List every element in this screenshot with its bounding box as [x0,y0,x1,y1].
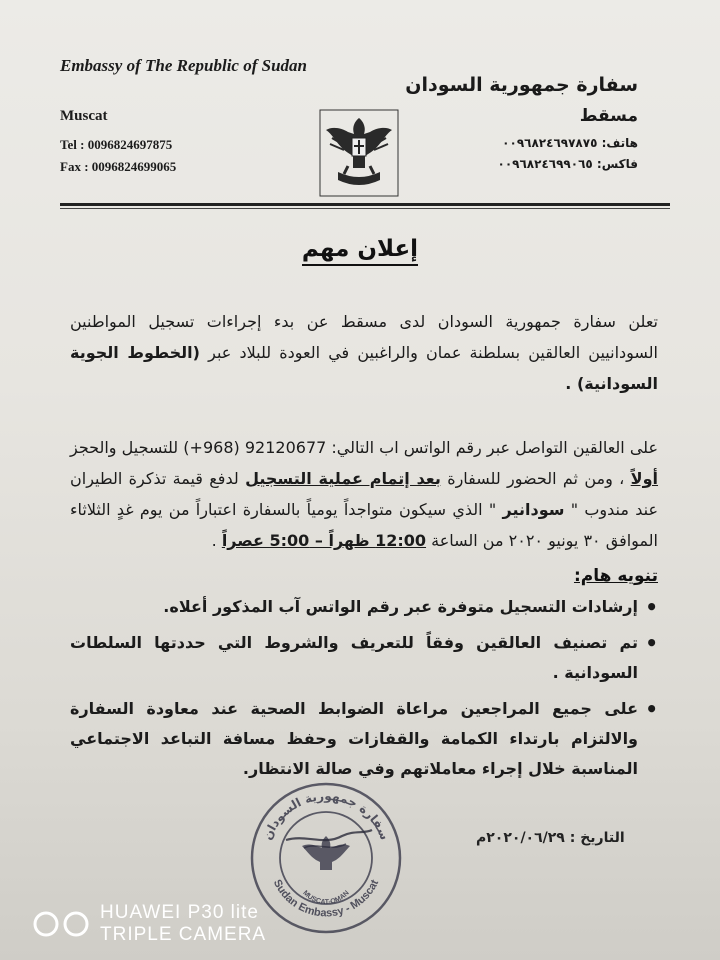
announcement-heading-text: إعلان مهم [302,236,418,266]
fax-ar: فاكس: ٠٠٩٦٨٢٤٦٩٩٠٦٥ [497,157,638,171]
paragraph-whatsapp-instructions [70,432,658,556]
seal-inner-text: MUSCAT-OMAN [301,889,351,907]
seal-arabic-text: سفارة جمهورية السودان [260,788,392,842]
important-note-title [574,566,658,586]
city-en: Muscat [60,108,108,124]
embassy-seal-stamp [246,778,406,938]
list-item: • على جميع المراجعين مراعاة الضوابط الصحية عند معاودة السفارة والالتزام بارتداء الكمامة والقفازات وحفظ مسافة التباعد الاجتماعي المناسبة خلال إجراء معاملاتهم وفي صالة الانتظار. [70,694,638,784]
list-item: • تم تصنيف العالقين وفقاً للتعريف والشروط التي حددتها السلطات السودانية . [70,628,638,688]
paragraph1-text: تعلن سفارة جمهورية السودان لدى مسقط عن بدء إجراءات تسجيل المواطنين السودانيين العالقين بسلطنة عمان والراغبين في العودة للبلاد عبر [70,312,659,362]
announcement-heading [0,236,720,262]
p2-part3: لدفع قيمة تذكرة الطيران عند مندوب " [70,469,658,519]
telephone-en: Tel : 0096824697875 [60,137,173,152]
secretary-bird-emblem-icon [318,108,400,198]
camera-brand-model [100,902,259,924]
svg-text:MUSCAT-OMAN [301,890,350,906]
fax-en: Fax : 0096824699065 [60,159,177,174]
p2-first-bold: أولاً [630,469,659,488]
svg-text:سفارة جمهورية السودان [260,789,392,842]
paragraph-registration-intro [70,306,658,399]
important-notes-list [70,592,658,790]
p2-hours: 12:00 ظهراً – 5:00 عصراً [221,531,427,550]
paragraph1-airline: (الخطوط الجوية السودانية) . [70,343,658,393]
embassy-title-en: Embassy of The Republic of Sudan [60,56,307,75]
p2-part4: " الذي سيكون متواجداً يومياً بالسفارة اعتباراً من يوم غدٍ الثلاثاء الموافق ٣٠ يونيو ٢٠٢٠ من الساعة [70,500,658,550]
city-ar: مسقط [579,106,638,126]
p2-sudanair: سودانير [502,500,565,519]
p2-after-registration: بعد إتمام عملية التسجيل [245,469,441,488]
header-divider-thin [60,208,670,209]
camera-brand: HUAWEI [100,902,182,923]
camera-model: P30 lite [187,902,259,923]
document-date: التاريخ : ٢٠٢٠/٠٦/٢٩م [476,830,625,846]
p2-part5: . [211,531,222,550]
camera-caption: TRIPLE CAMERA [100,924,267,945]
telephone-ar: هاتف: ٠٠٩٦٨٢٤٦٩٧٨٧٥ [502,136,638,150]
list-item: • إرشادات التسجيل متوفرة عبر رقم الواتس آب المذكور أعلاه. [70,592,638,622]
p2-part1: على العالقين التواصل عبر رقم الواتس اب التالي: 92120677 (968+) للتسجيل والحجز [70,438,659,457]
p2-part2: ، ومن ثم الحضور للسفارة [440,469,631,488]
embassy-title-ar: سفارة جمهورية السودان [405,74,638,96]
seal-outer-text: Sudan Embassy - Muscat [270,877,382,920]
important-note-title-text: تنويه هام: [573,566,658,586]
camera-lens-logo-icon [32,910,94,938]
header-divider-thick [60,203,670,206]
